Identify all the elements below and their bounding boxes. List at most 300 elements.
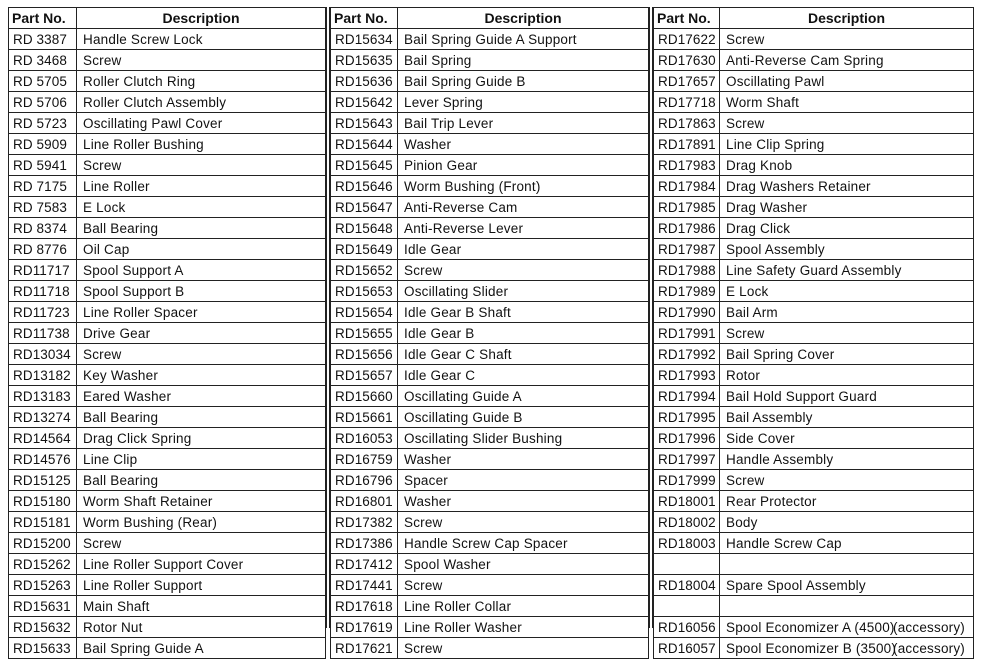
part-number-cell: RD15655 — [331, 323, 398, 344]
description-cell — [77, 302, 326, 323]
table-row — [9, 638, 326, 659]
description-text: Bail Spring Cover — [726, 346, 835, 362]
header-row — [654, 8, 974, 29]
part-number-cell: RD17863 — [654, 113, 720, 134]
table-row — [331, 428, 649, 449]
table-row — [331, 50, 649, 71]
description-text: Screw — [83, 157, 122, 173]
part-number-cell: RD15645 — [331, 155, 398, 176]
part-number-cell: RD18002 — [654, 512, 720, 533]
description-text: Handle Screw Lock — [83, 31, 203, 47]
description-cell — [720, 533, 974, 554]
table-row — [654, 386, 974, 407]
part-number-cell: RD15646 — [331, 176, 398, 197]
description-text: Ball Bearing — [83, 409, 159, 425]
table-row — [331, 470, 649, 491]
description-text: Body — [726, 514, 758, 530]
table-row — [654, 491, 974, 512]
part-number-cell: RD 7583 — [9, 197, 77, 218]
description-cell — [720, 50, 974, 71]
description-text: Idle Gear C Shaft — [404, 346, 512, 362]
part-number-cell: RD11718 — [9, 281, 77, 302]
table-row — [331, 344, 649, 365]
table-row — [9, 29, 326, 50]
description-text: Ball Bearing — [83, 220, 159, 236]
description-text: Eared Washer — [83, 388, 172, 404]
description-cell — [720, 113, 974, 134]
part-number-cell: RD17619 — [331, 617, 398, 638]
table-row — [9, 260, 326, 281]
table-row — [331, 596, 649, 617]
description-text: Screw — [83, 52, 122, 68]
part-number-cell: RD16759 — [331, 449, 398, 470]
description-text: Washer — [404, 493, 452, 509]
description-text: Line Roller Washer — [404, 619, 522, 635]
part-number-cell: RD17992 — [654, 344, 720, 365]
table-row — [9, 512, 326, 533]
part-number-cell: RD15647 — [331, 197, 398, 218]
table-row — [9, 155, 326, 176]
table-row — [331, 155, 649, 176]
description-cell — [398, 470, 649, 491]
table-row — [9, 197, 326, 218]
description-cell — [77, 113, 326, 134]
description-text: Drag Washers Retainer — [726, 178, 871, 194]
description-text: Bail Arm — [726, 304, 778, 320]
description-text: Bail Spring Guide A Support — [404, 31, 577, 47]
parts-column-2 — [330, 7, 653, 656]
part-number-cell — [654, 554, 720, 575]
description-text: Screw — [404, 577, 443, 593]
description-cell — [398, 617, 649, 638]
part-number-cell: RD15200 — [9, 533, 77, 554]
description-cell — [720, 596, 974, 617]
description-text: Bail Spring Guide A — [83, 640, 204, 656]
description-cell — [398, 281, 649, 302]
parts-column-1 — [8, 7, 330, 656]
description-text: Screw — [726, 115, 765, 131]
part-number-cell: RD13182 — [9, 365, 77, 386]
description-cell — [398, 386, 649, 407]
description-cell — [398, 596, 649, 617]
description-text: Roller Clutch Assembly — [83, 94, 227, 110]
description-text: Spool Economizer B (3500) — [726, 640, 897, 656]
table-row — [9, 407, 326, 428]
part-number-cell: RD15654 — [331, 302, 398, 323]
description-cell — [77, 239, 326, 260]
description-cell — [398, 50, 649, 71]
table-row — [9, 218, 326, 239]
part-number-cell: RD 3468 — [9, 50, 77, 71]
table-row — [654, 92, 974, 113]
description-text: E Lock — [726, 283, 769, 299]
description-cell — [720, 281, 974, 302]
description-cell — [77, 344, 326, 365]
description-cell — [720, 134, 974, 155]
part-number-cell: RD13274 — [9, 407, 77, 428]
part-number-cell: RD17996 — [654, 428, 720, 449]
part-number-cell — [654, 596, 720, 617]
description-cell — [398, 155, 649, 176]
table-row — [654, 407, 974, 428]
table-row — [9, 176, 326, 197]
part-no-header: Part No. — [331, 8, 398, 29]
table-row — [9, 491, 326, 512]
description-text: Side Cover — [726, 430, 795, 446]
table-row — [9, 71, 326, 92]
description-text: Worm Shaft Retainer — [83, 493, 213, 509]
part-number-cell: RD17622 — [654, 29, 720, 50]
table-row — [331, 617, 649, 638]
table-row — [9, 323, 326, 344]
description-cell — [720, 29, 974, 50]
description-cell — [720, 302, 974, 323]
table-row — [9, 470, 326, 491]
description-text: Handle Screw Cap Spacer — [404, 535, 568, 551]
part-number-cell: RD18004 — [654, 575, 720, 596]
part-number-cell: RD11717 — [9, 260, 77, 281]
description-text: Screw — [404, 514, 443, 530]
description-cell — [720, 218, 974, 239]
description-cell — [398, 260, 649, 281]
table-row — [654, 113, 974, 134]
description-cell — [398, 218, 649, 239]
part-number-cell: RD17441 — [331, 575, 398, 596]
description-text: Anti-Reverse Lever — [404, 220, 524, 236]
part-number-cell: RD16796 — [331, 470, 398, 491]
part-number-cell: RD17985 — [654, 197, 720, 218]
description-cell — [77, 92, 326, 113]
parts-table-3 — [653, 7, 974, 659]
part-number-cell: RD15648 — [331, 218, 398, 239]
description-text: Screw — [83, 346, 122, 362]
description-cell — [398, 239, 649, 260]
part-number-cell: RD17984 — [654, 176, 720, 197]
part-number-cell: RD13034 — [9, 344, 77, 365]
part-number-cell: RD15633 — [9, 638, 77, 659]
description-text: Handle Assembly — [726, 451, 834, 467]
table-row — [654, 50, 974, 71]
description-text: Main Shaft — [83, 598, 150, 614]
accessory-note: (accessory) — [893, 619, 965, 635]
header-row — [9, 8, 326, 29]
description-cell — [720, 71, 974, 92]
part-number-cell: RD15632 — [9, 617, 77, 638]
part-no-header: Part No. — [654, 8, 720, 29]
table-row — [331, 365, 649, 386]
description-cell — [77, 281, 326, 302]
description-cell — [720, 365, 974, 386]
table-row — [654, 302, 974, 323]
description-text: Bail Hold Support Guard — [726, 388, 877, 404]
table-row — [331, 449, 649, 470]
parts-table-1 — [8, 7, 326, 659]
description-text: Line Roller Bushing — [83, 136, 204, 152]
part-no-header: Part No. — [9, 8, 77, 29]
table-row — [654, 218, 974, 239]
table-row — [9, 386, 326, 407]
table-row — [9, 449, 326, 470]
part-number-cell: RD17718 — [654, 92, 720, 113]
description-cell — [77, 176, 326, 197]
part-number-cell: RD 7175 — [9, 176, 77, 197]
table-row — [654, 281, 974, 302]
part-number-cell: RD17983 — [654, 155, 720, 176]
table-row — [654, 239, 974, 260]
part-number-cell: RD13183 — [9, 386, 77, 407]
description-text: Screw — [83, 535, 122, 551]
table-row — [654, 29, 974, 50]
part-number-cell: RD17618 — [331, 596, 398, 617]
table-row — [654, 575, 974, 596]
part-number-cell: RD 8776 — [9, 239, 77, 260]
accessory-note: (accessory) — [893, 640, 965, 656]
description-cell — [77, 407, 326, 428]
table-row — [9, 50, 326, 71]
description-text: Rear Protector — [726, 493, 817, 509]
table-row — [9, 302, 326, 323]
part-number-cell: RD15643 — [331, 113, 398, 134]
description-text: Screw — [726, 472, 765, 488]
description-cell — [77, 491, 326, 512]
description-cell — [398, 491, 649, 512]
table-row — [654, 617, 974, 638]
part-number-cell: RD11723 — [9, 302, 77, 323]
table-row — [331, 302, 649, 323]
description-cell — [398, 176, 649, 197]
description-cell — [77, 323, 326, 344]
description-text: Bail Spring Guide B — [404, 73, 526, 89]
description-text: Spacer — [404, 472, 448, 488]
table-row — [331, 407, 649, 428]
description-text: Drag Knob — [726, 157, 793, 173]
description-text: Oscillating Pawl — [726, 73, 825, 89]
part-number-cell: RD11738 — [9, 323, 77, 344]
part-number-cell: RD 5723 — [9, 113, 77, 134]
description-cell — [720, 575, 974, 596]
description-cell — [398, 407, 649, 428]
description-text: Drive Gear — [83, 325, 151, 341]
table-row — [331, 260, 649, 281]
part-number-cell: RD 5941 — [9, 155, 77, 176]
description-text: Oscillating Guide A — [404, 388, 522, 404]
table-row — [654, 323, 974, 344]
description-cell — [77, 575, 326, 596]
description-cell — [720, 428, 974, 449]
description-text: Screw — [404, 640, 443, 656]
table-row — [9, 554, 326, 575]
part-number-cell: RD15656 — [331, 344, 398, 365]
part-number-cell: RD15180 — [9, 491, 77, 512]
part-number-cell: RD17987 — [654, 239, 720, 260]
description-cell — [398, 449, 649, 470]
description-cell — [720, 554, 974, 575]
part-number-cell: RD17989 — [654, 281, 720, 302]
description-text: Anti-Reverse Cam — [404, 199, 518, 215]
description-cell — [720, 449, 974, 470]
table-row — [654, 596, 974, 617]
description-text: Oscillating Slider Bushing — [404, 430, 563, 446]
part-number-cell: RD17994 — [654, 386, 720, 407]
parts-list — [8, 7, 974, 656]
description-text: Spool Washer — [404, 556, 491, 572]
part-number-cell: RD 5706 — [9, 92, 77, 113]
description-cell — [720, 92, 974, 113]
part-number-cell: RD17995 — [654, 407, 720, 428]
part-number-cell: RD15636 — [331, 71, 398, 92]
description-text: Rotor — [726, 367, 761, 383]
description-cell — [77, 554, 326, 575]
description-cell — [77, 155, 326, 176]
table-row — [654, 428, 974, 449]
table-row — [331, 113, 649, 134]
table-row — [9, 113, 326, 134]
part-number-cell: RD16057 — [654, 638, 720, 659]
table-row — [331, 491, 649, 512]
description-text: E Lock — [83, 199, 126, 215]
table-row — [331, 239, 649, 260]
table-row — [654, 533, 974, 554]
description-cell — [77, 50, 326, 71]
description-cell — [77, 134, 326, 155]
part-number-cell: RD17988 — [654, 260, 720, 281]
part-number-cell: RD17986 — [654, 218, 720, 239]
table-row — [9, 134, 326, 155]
description-cell — [77, 260, 326, 281]
part-number-cell: RD17382 — [331, 512, 398, 533]
part-number-cell: RD17997 — [654, 449, 720, 470]
table-row — [331, 197, 649, 218]
table-row — [654, 134, 974, 155]
description-cell — [398, 197, 649, 218]
table-row — [9, 533, 326, 554]
description-cell — [398, 554, 649, 575]
description-cell — [77, 449, 326, 470]
description-text: Spool Support A — [83, 262, 184, 278]
description-header: Description — [398, 8, 649, 29]
description-cell — [720, 512, 974, 533]
description-cell — [398, 533, 649, 554]
part-number-cell: RD15661 — [331, 407, 398, 428]
description-cell — [720, 176, 974, 197]
table-row — [654, 197, 974, 218]
description-cell — [77, 533, 326, 554]
description-cell — [720, 638, 974, 659]
table-row — [9, 281, 326, 302]
table-row — [654, 344, 974, 365]
description-text: Screw — [726, 31, 765, 47]
description-text: Line Clip — [83, 451, 138, 467]
part-number-cell: RD17999 — [654, 470, 720, 491]
description-cell — [720, 239, 974, 260]
description-cell — [398, 134, 649, 155]
table-row — [331, 512, 649, 533]
description-text: Drag Click Spring — [83, 430, 192, 446]
description-cell — [720, 260, 974, 281]
table-row — [654, 176, 974, 197]
description-text: Line Clip Spring — [726, 136, 825, 152]
description-cell — [77, 638, 326, 659]
part-number-cell: RD17412 — [331, 554, 398, 575]
description-text: Spool Assembly — [726, 241, 825, 257]
table-row — [331, 29, 649, 50]
description-text: Line Roller Spacer — [83, 304, 198, 320]
description-text: Washer — [404, 451, 452, 467]
description-text: Line Roller Collar — [404, 598, 512, 614]
description-text: Oscillating Pawl Cover — [83, 115, 223, 131]
description-text: Spool Economizer A (4500) — [726, 619, 895, 635]
table-row — [331, 533, 649, 554]
table-row — [654, 449, 974, 470]
description-cell — [77, 596, 326, 617]
part-number-cell: RD15263 — [9, 575, 77, 596]
description-cell — [398, 323, 649, 344]
part-number-cell: RD15652 — [331, 260, 398, 281]
parts-column-3 — [653, 7, 974, 656]
description-text: Line Roller Support Cover — [83, 556, 244, 572]
table-row — [331, 92, 649, 113]
description-text: Key Washer — [83, 367, 159, 383]
description-text: Worm Bushing (Rear) — [83, 514, 218, 530]
description-cell — [398, 113, 649, 134]
description-text: Oscillating Guide B — [404, 409, 523, 425]
part-number-cell: RD15653 — [331, 281, 398, 302]
part-number-cell: RD14576 — [9, 449, 77, 470]
part-number-cell: RD15125 — [9, 470, 77, 491]
table-row — [9, 239, 326, 260]
description-text: Oscillating Slider — [404, 283, 509, 299]
description-header: Description — [77, 8, 326, 29]
description-cell — [398, 92, 649, 113]
part-number-cell: RD17621 — [331, 638, 398, 659]
table-row — [654, 71, 974, 92]
part-number-cell: RD15262 — [9, 554, 77, 575]
description-text: Bail Spring — [404, 52, 472, 68]
description-cell — [398, 512, 649, 533]
description-cell — [77, 470, 326, 491]
table-row — [9, 575, 326, 596]
part-number-cell: RD15635 — [331, 50, 398, 71]
part-number-cell: RD15631 — [9, 596, 77, 617]
table-row — [654, 470, 974, 491]
description-text: Idle Gear C — [404, 367, 476, 383]
table-row — [654, 260, 974, 281]
description-cell — [398, 302, 649, 323]
description-text: Idle Gear B Shaft — [404, 304, 511, 320]
table-row — [654, 554, 974, 575]
description-cell — [720, 386, 974, 407]
description-text: Bail Trip Lever — [404, 115, 494, 131]
part-number-cell: RD16801 — [331, 491, 398, 512]
part-number-cell: RD15660 — [331, 386, 398, 407]
part-number-cell: RD 5909 — [9, 134, 77, 155]
table-row — [331, 71, 649, 92]
description-cell — [77, 386, 326, 407]
table-row — [9, 365, 326, 386]
table-row — [654, 638, 974, 659]
part-number-cell: RD17630 — [654, 50, 720, 71]
description-text: Spare Spool Assembly — [726, 577, 866, 593]
description-cell — [720, 491, 974, 512]
table-row — [654, 512, 974, 533]
part-number-cell: RD17657 — [654, 71, 720, 92]
description-text: Lever Spring — [404, 94, 483, 110]
table-row — [331, 134, 649, 155]
description-cell — [720, 407, 974, 428]
description-cell — [720, 344, 974, 365]
description-cell — [77, 365, 326, 386]
part-number-cell: RD15634 — [331, 29, 398, 50]
